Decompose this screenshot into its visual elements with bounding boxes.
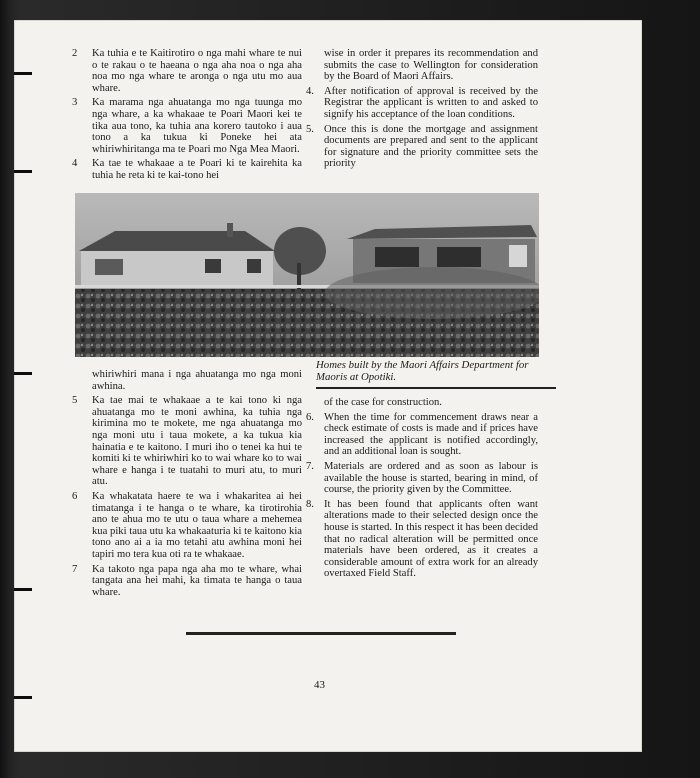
binding-mark bbox=[14, 696, 32, 699]
item-text: When the time for commencement draws near a check estimate of costs is made and if prices have increased the applicant is notified accordingly, and an additional loan is sought. bbox=[324, 411, 538, 458]
right-column-top bbox=[306, 48, 538, 173]
photo-caption: Homes built by the Maori Affairs Department for Maoris at Opotiki. bbox=[316, 359, 529, 383]
list-item bbox=[306, 461, 538, 496]
list-item bbox=[68, 48, 302, 94]
item-number: 6. bbox=[306, 411, 314, 423]
item-text: After notification of approval is received by the Registrar the applicant is written to and asked to signify his acceptance of the loan conditions. bbox=[324, 85, 538, 120]
item-number: 2 bbox=[72, 48, 78, 59]
binding-mark bbox=[14, 170, 32, 173]
item-text: It has been found that applicants often want alterations made to their selected design once the house is started. In this respect it has been decided that no radical alteration will be permitted once materials have been ordered, as it creates a considerable amount of extra work for an already overtaxed Field Staff. bbox=[324, 498, 538, 580]
item-text: Materials are ordered and as soon as labour is available the house is started, bearing in mind, of course, the priority given by the Committee. bbox=[324, 460, 538, 496]
item-number: 3 bbox=[72, 97, 78, 109]
item-number: 5 bbox=[72, 395, 78, 407]
binding-mark bbox=[14, 72, 32, 75]
list-item bbox=[306, 124, 538, 170]
left-column-bottom bbox=[68, 369, 302, 601]
binding-mark bbox=[14, 372, 32, 375]
photo-houses bbox=[75, 193, 539, 357]
left-column-top bbox=[68, 48, 302, 185]
photo-houses-icon bbox=[75, 193, 539, 357]
item-number: 8. bbox=[306, 498, 314, 510]
item-number: 7 bbox=[72, 563, 78, 575]
list-item bbox=[68, 97, 302, 155]
item-text: Ka tae te whakaae a te Poari ki te kairehita ka tuhia he reta ki te kai-tono hei bbox=[92, 158, 302, 181]
list-item bbox=[68, 491, 302, 561]
item-number: 5. bbox=[306, 123, 314, 135]
item-number: 4 bbox=[72, 158, 78, 170]
paragraph: whiriwhiri mana i nga ahuatanga mo nga moni awhina. bbox=[92, 369, 302, 392]
item-number: 7. bbox=[306, 460, 314, 472]
item-text: Ka tae mai te whakaae a te kai tono ki nga ahuatanga mo te moni awhina, ka tuhia nga kirimina mo te mokete, me nga ahuatanga mo nga moni utu i taua mokete, a ka tukua kia hainatia e te kaitono. I muri iho o tenei ka hui te komiti ki te whiriwhiri ko to wai whare ko to wai whare e hanga i te tuatahi to muri atu, to muri atu. bbox=[92, 395, 302, 488]
right-column-bottom bbox=[306, 397, 538, 583]
list-item bbox=[68, 158, 302, 181]
binding-mark bbox=[14, 588, 32, 591]
item-text: Ka takoto nga papa nga aha mo te whare, whai tangata ana hei mahi, ka timata te hanga o taua whare. bbox=[92, 563, 302, 598]
list-item bbox=[306, 86, 538, 121]
page-number: 43 bbox=[314, 679, 325, 691]
paragraph: wise in order it prepares its recommendation and submits the case to Wellington for consideration by the Board of Maori Affairs. bbox=[324, 48, 538, 83]
item-text: Ka tuhia e te Kaitirotiro o nga mahi whare te nui o te rakau o te haeana o nga aha noa o nga aha noa mo nga whare te aronga o nga utu mo aua whare. bbox=[92, 48, 302, 94]
list-item bbox=[68, 395, 302, 488]
list-item bbox=[306, 499, 538, 580]
item-text: Ka whakatata haere te wa i whakaritea ai hei timatanga i te hanga o te whare, ka tirotirohia ano te ahua mo te utu o taua whare a mehemea kua piki taua utu ka whakaaturia ki te kaitono kia tono ano ai a ia mo tetahi atu awhina moni hei tapiri mo tera kua oti ra te whakaae. bbox=[92, 490, 302, 560]
item-text: Ka marama nga ahuatanga mo nga tuunga mo nga whare, a ka whakaae te Poari Maori kei te tika aua tono, ka tuhia ana korero tautoko i aua tono a ka tukua ki Poneke hei ata whiriwhiritanga ma te Poari mo Nga Mea Maori. bbox=[92, 97, 302, 155]
list-item bbox=[306, 412, 538, 458]
caption-rule bbox=[316, 387, 556, 389]
list-item bbox=[68, 564, 302, 599]
document-page bbox=[14, 20, 642, 752]
item-number: 4. bbox=[306, 85, 314, 97]
item-text: Once this is done the mortgage and assignment documents are prepared and sent to the applicant for signature and the priority committee sets the priority bbox=[324, 123, 538, 170]
paragraph: of the case for construction. bbox=[324, 397, 442, 408]
item-number: 6 bbox=[72, 490, 78, 502]
section-divider bbox=[186, 632, 456, 635]
